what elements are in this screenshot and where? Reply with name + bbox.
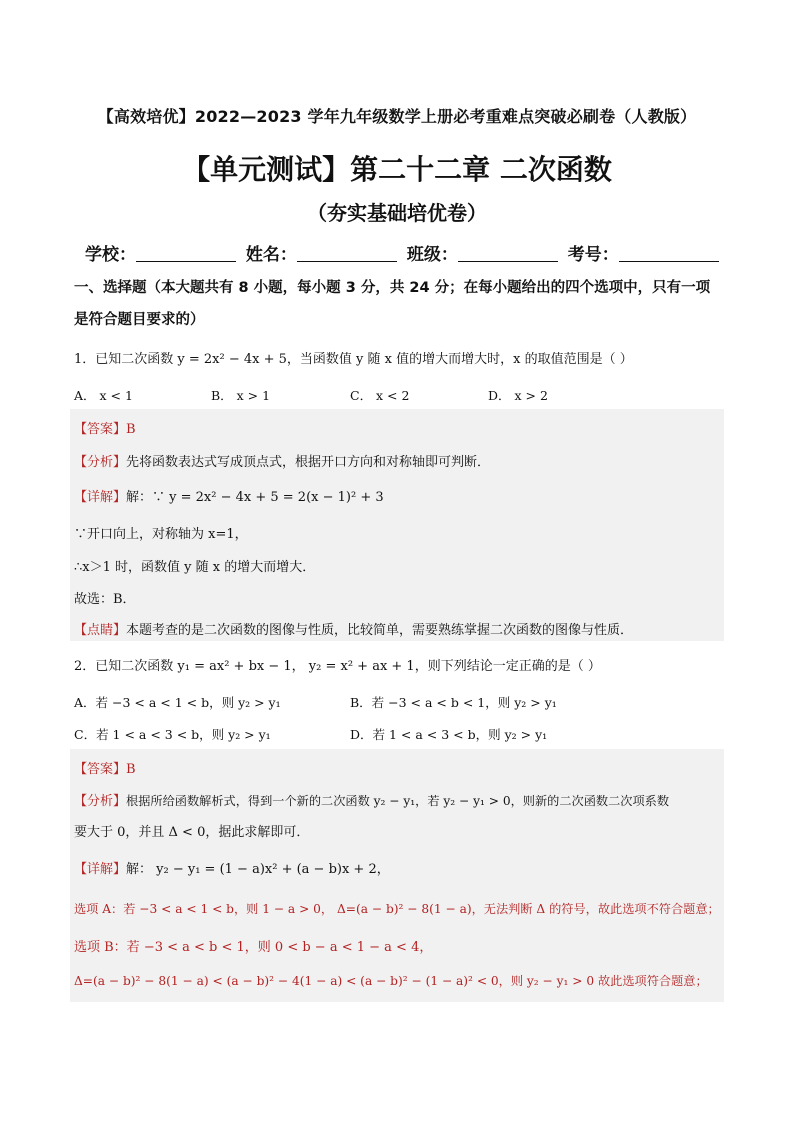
school-blank	[136, 245, 236, 262]
class-label: 班级：	[406, 245, 458, 265]
class-blank	[458, 245, 558, 262]
q1-detail-line-2: ∵开口向上，对称轴为 x=1，	[74, 527, 248, 542]
analysis-tag: 【分析】	[74, 794, 127, 809]
q2-option-b-analysis: 选项 B：若 −3 < a < b < 1，则 0 < b − a < 1 − a < 4，	[74, 940, 433, 955]
q2-answer	[74, 758, 136, 777]
analysis-text: 先将函数表达式写成顶点式，根据开口方向和对称轴即可判断．	[126, 455, 491, 470]
answer-value: B	[126, 422, 136, 437]
q2-option-b-analysis-2: Δ=(a − b)² − 8(1 − a) < (a − b)² − 4(1 − a) < (a − b)² − (1 − a)² < 0，则 y₂ − y₁ > 0 故此选项符合题意；	[74, 974, 708, 988]
q2-option-a-analysis: 选项 A：若 −3 < a < 1 < b，则 1 − a > 0， Δ=(a − b)² − 8(1 − a)，无法判断 Δ 的符号，故此选项不符合题意；	[74, 902, 720, 916]
student-info-line	[85, 240, 723, 265]
q1-answer	[74, 418, 136, 437]
q1-comment	[74, 619, 633, 638]
number-blank	[619, 245, 719, 262]
q2-analysis-line-2: 要大于 0，并且 Δ < 0，据此求解即可．	[74, 825, 310, 840]
detail-tag: 【详解】	[74, 490, 127, 505]
q2-detail	[74, 858, 390, 877]
q1-detail	[74, 486, 384, 505]
school-label: 学校：	[85, 245, 136, 265]
q1-option-d: D． x > 2	[488, 388, 548, 403]
name-blank	[297, 245, 397, 262]
analysis-tag: 【分析】	[74, 455, 127, 470]
q2-option-b: B．若 −3 < a < b < 1，则 y₂ > y₁	[350, 695, 557, 710]
section-heading: 一、选择题（本大题共有 8 小题，每小题 3 分，共 24 分；在每小题给出的四个选项中，只有一项是符合题目要求的）	[74, 280, 711, 328]
comment-text: 本题考查的是二次函数的图像与性质，比较简单，需要熟练掌握二次函数的图像与性质．	[126, 623, 634, 638]
detail-text: 解：∵ y = 2x² − 4x + 5 = 2(x − 1)² + 3	[126, 490, 384, 505]
question-1-stem: 1．已知二次函数 y = 2x² − 4x + 5，当函数值 y 随 x 值的增大而增大时，x 的取值范围是（ ）	[74, 352, 633, 367]
answer-value: B	[126, 762, 136, 777]
page-title: 【单元测试】第二十二章 二次函数	[182, 153, 612, 186]
comment-tag: 【点睛】	[74, 623, 127, 638]
q1-analysis	[74, 451, 490, 470]
analysis-text: 根据所给函数解析式，得到一个新的二次函数 y₂ − y₁，若 y₂ − y₁ > 0，则新的二次函数二次项系数	[126, 794, 670, 808]
q2-analysis-line-1	[74, 790, 724, 809]
q2-option-a: A．若 −3 < a < 1 < b，则 y₂ > y₁	[74, 695, 281, 710]
answer-tag: 【答案】	[74, 422, 127, 437]
q1-option-c: C． x < 2	[350, 388, 410, 403]
q1-detail-line-3: ∴x＞1 时，函数值 y 随 x 的增大而增大．	[74, 560, 316, 575]
number-label: 考号：	[567, 245, 619, 265]
q1-detail-line-4: 故选：B．	[74, 592, 136, 607]
q2-option-d: D．若 1 < a < 3 < b，则 y₂ > y₁	[350, 727, 548, 742]
q1-option-a: A． x < 1	[74, 388, 133, 403]
q2-option-c: C．若 1 < a < 3 < b，则 y₂ > y₁	[74, 727, 271, 742]
q1-option-b: B． x > 1	[211, 388, 271, 403]
document-header: 【高效培优】2022—2023 学年九年级数学上册必考重难点突破必刷卷（人教版）	[97, 107, 697, 126]
question-2-stem: 2．已知二次函数 y₁ = ax² + bx − 1， y₂ = x² + ax + 1，则下列结论一定正确的是（ ）	[74, 659, 601, 674]
detail-tag: 【详解】	[74, 862, 127, 877]
detail-text: 解： y₂ − y₁ = (1 − a)x² + (a − b)x + 2，	[126, 862, 390, 877]
name-label: 姓名：	[245, 245, 297, 265]
answer-tag: 【答案】	[74, 762, 127, 777]
page-subtitle: （夯实基础培优卷）	[307, 201, 487, 225]
